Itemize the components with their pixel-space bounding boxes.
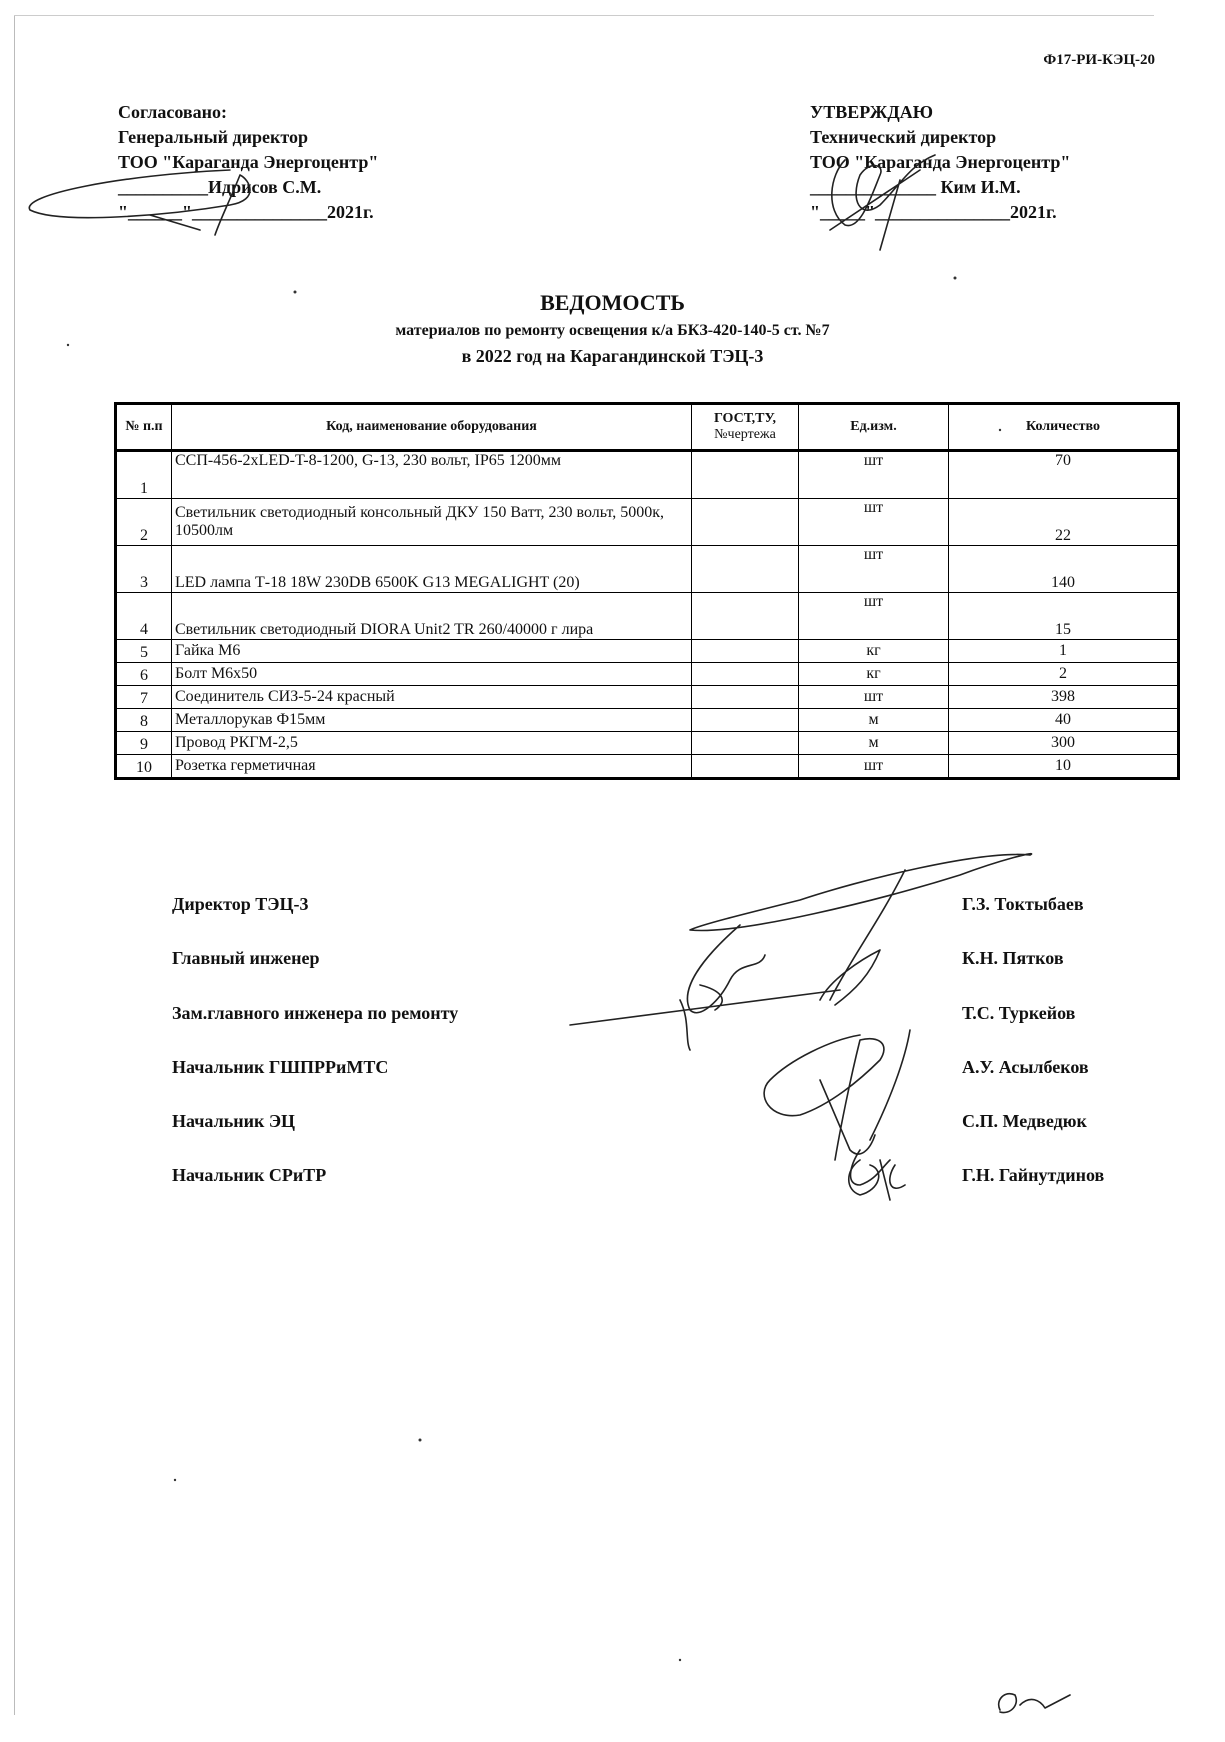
signatory-name-6: Г.Н. Гайнутдинов: [962, 1165, 1105, 1185]
row-gost: [692, 593, 799, 640]
row-unit: шт: [799, 546, 949, 593]
table-row: [116, 451, 1179, 499]
row-qty: 300: [949, 732, 1179, 755]
row-unit: кг: [799, 640, 949, 663]
row-qty: 70: [949, 451, 1179, 499]
signatory-name-4: А.У. Асылбеков: [962, 1057, 1089, 1077]
row-qty: 2: [949, 663, 1179, 686]
signatory-position-2: Главный инженер: [172, 948, 320, 968]
row-unit: м: [799, 709, 949, 732]
row-num: 5: [116, 640, 172, 663]
document-code: Ф17-РИ-КЭЦ-20: [1043, 52, 1155, 68]
table-row: [116, 755, 1179, 779]
signature-tpp-director: [687, 854, 1031, 1013]
row-qty: 1: [949, 640, 1179, 663]
row-name: LED лампа Т-18 18W 230DB 6500K G13 MEGALIGHT (20): [172, 546, 692, 593]
table-row: [116, 640, 1179, 663]
table-row: [116, 732, 1179, 755]
table-row: [116, 709, 1179, 732]
agreed-line-3: ТОО "Караганда Энергоцентр": [118, 152, 379, 172]
signatory-position-3: Зам.главного инженера по ремонту: [172, 1003, 459, 1023]
signature-chief-engineer: [570, 985, 840, 1050]
signatory-name-3: Т.С. Туркейов: [962, 1003, 1076, 1023]
approve-line-4: ______________ Ким И.М.: [810, 177, 1021, 197]
row-qty: 140: [949, 546, 1179, 593]
row-unit: кг: [799, 663, 949, 686]
signature-deputy-engineer: [764, 1035, 884, 1160]
signatory-position-5: Начальник ЭЦ: [172, 1111, 296, 1131]
row-gost: [692, 686, 799, 709]
scan-left-edge: [14, 15, 15, 1715]
scan-top-edge: [14, 15, 1154, 16]
row-num: 10: [116, 755, 172, 779]
signatory-position-1: Директор ТЭЦ-3: [172, 894, 309, 914]
row-unit: шт: [799, 593, 949, 640]
agreed-line-2: Генеральный директор: [118, 127, 308, 147]
row-gost: [692, 663, 799, 686]
agreed-line-1: Согласовано:: [118, 102, 227, 122]
row-gost: [692, 451, 799, 499]
signature-initials: [999, 1694, 1070, 1713]
row-name: Соединитель СИЗ-5-24 красный: [172, 686, 692, 709]
header-qty: Количество: [949, 404, 1179, 451]
row-gost: [692, 732, 799, 755]
approve-line-1: УТВЕРЖДАЮ: [810, 102, 934, 122]
header-unit: Ед.изм.: [799, 404, 949, 451]
document-subtitle-1: материалов по ремонту освещения к/а БКЗ-420-140-5 ст. №7: [395, 322, 830, 339]
row-num: 6: [116, 663, 172, 686]
row-unit: шт: [799, 451, 949, 499]
signature-head-ts: [851, 1030, 910, 1185]
agreed-line-4: __________Идрисов С.М.: [118, 177, 322, 197]
row-unit: шт: [799, 499, 949, 546]
row-gost: [692, 499, 799, 546]
row-name: Провод РКГМ-2,5: [172, 732, 692, 755]
materials-table: [114, 402, 1180, 780]
table-row: [116, 546, 1179, 593]
row-qty: 10: [949, 755, 1179, 779]
approve-line-3: ТОО "Караганда Энергоцентр": [810, 152, 1071, 172]
signatory-position-4: Начальник ГШПРРиМТС: [172, 1057, 389, 1077]
row-unit: шт: [799, 755, 949, 779]
signature-head-ec: [849, 1160, 905, 1200]
document-title: ВЕДОМОСТЬ: [540, 290, 685, 315]
row-name: Розетка герметичная: [172, 755, 692, 779]
row-name: Светильник светодиодный консольный ДКУ 150 Ватт, 230 вольт, 5000к, 10500лм: [172, 499, 692, 546]
table-row: [116, 593, 1179, 640]
row-qty: 40: [949, 709, 1179, 732]
signatory-position-6: Начальник СРиТР: [172, 1165, 327, 1185]
row-num: 9: [116, 732, 172, 755]
row-gost: [692, 709, 799, 732]
signatory-name-1: Г.З. Токтыбаев: [962, 894, 1084, 914]
row-unit: м: [799, 732, 949, 755]
row-name: Гайка М6: [172, 640, 692, 663]
agreed-line-5: "______"_______________2021г.: [118, 202, 374, 222]
header-gost: [692, 404, 799, 451]
header-gost-line-1: ГОСТ,ТУ,: [714, 411, 776, 426]
signatory-name-5: С.П. Медведюк: [962, 1111, 1087, 1131]
row-qty: 398: [949, 686, 1179, 709]
signatory-name-2: К.Н. Пятков: [962, 948, 1064, 968]
row-num: 1: [116, 451, 172, 499]
row-gost: [692, 546, 799, 593]
row-num: 3: [116, 546, 172, 593]
header-num: № п.п: [116, 404, 172, 451]
row-qty: 22: [949, 499, 1179, 546]
row-qty: 15: [949, 593, 1179, 640]
row-num: 7: [116, 686, 172, 709]
table-row: [116, 686, 1179, 709]
row-gost: [692, 640, 799, 663]
row-name: Светильник светодиодный DIORA Unit2 TR 260/40000 г лира: [172, 593, 692, 640]
row-num: 2: [116, 499, 172, 546]
row-num: 4: [116, 593, 172, 640]
header-name: Код, наименование оборудования: [172, 404, 692, 451]
agreed-block: [118, 100, 378, 225]
document-subtitle-2: в 2022 год на Карагандинской ТЭЦ-3: [461, 346, 764, 366]
header-gost-line-2: №чертежа: [714, 427, 776, 442]
row-gost: [692, 755, 799, 779]
table-header-row: [116, 404, 1179, 451]
row-name: Металлорукав Ф15мм: [172, 709, 692, 732]
approve-line-2: Технический директор: [810, 127, 997, 147]
table-row: [116, 499, 1179, 546]
approve-block: [810, 100, 1070, 225]
row-name: Болт М6х50: [172, 663, 692, 686]
table-row: [116, 663, 1179, 686]
row-name: ССП-456-2xLED-T-8-1200, G-13, 230 вольт, IP65 1200мм: [172, 451, 692, 499]
row-num: 8: [116, 709, 172, 732]
approve-line-5: "_____"_______________2021г.: [810, 202, 1057, 222]
row-unit: шт: [799, 686, 949, 709]
